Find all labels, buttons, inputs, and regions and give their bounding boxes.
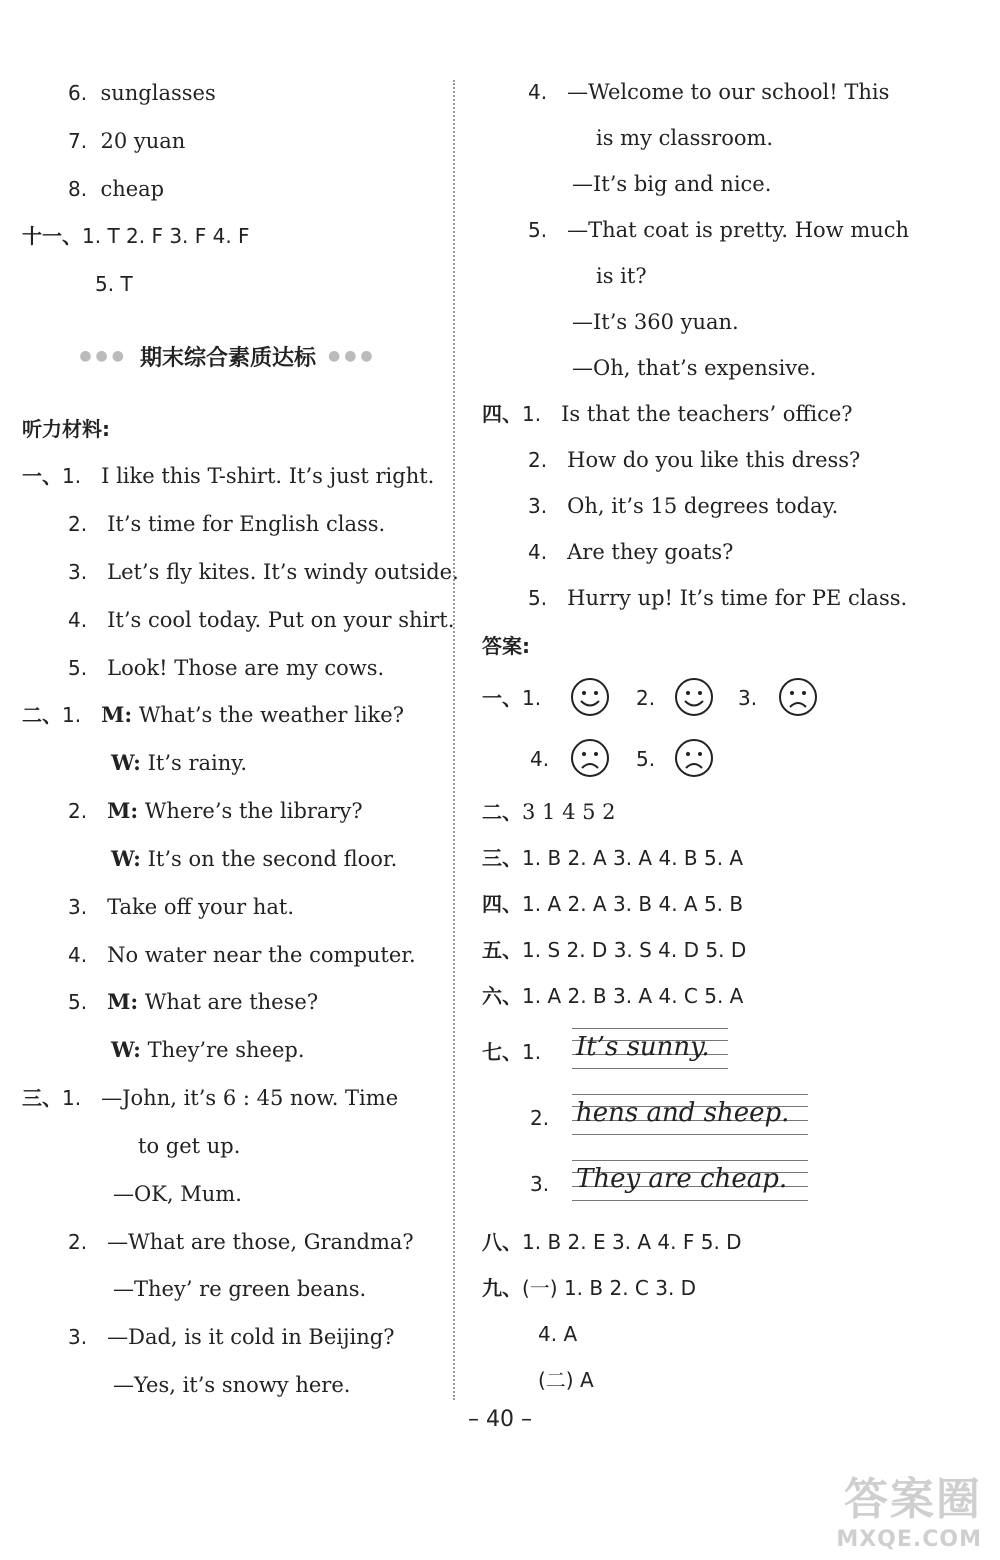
list-item: 4. Are they goats? — [528, 540, 734, 564]
list-item: 四、1. Is that the teachers’ office? — [482, 402, 853, 426]
answer-line: 5. T — [95, 272, 133, 296]
list-item: 三、1. —John, it’s 6 : 45 now. Time — [22, 1086, 399, 1110]
listening-label: 听力材料: — [22, 417, 110, 441]
list-item: —It’s big and nice. — [572, 172, 772, 196]
answer-line: 4. A — [538, 1322, 578, 1346]
answer-line: 七、1. — [482, 1040, 542, 1064]
list-item: 4. —Welcome to our school! This — [528, 80, 890, 104]
list-item: 5. Look! Those are my cows. — [68, 656, 385, 680]
list-item: 一、1. I like this T-shirt. It’s just right. — [22, 464, 435, 488]
dots-decoration: ●●● — [328, 348, 377, 364]
answer-line: 五、1. S 2. D 3. S 4. D 5. D — [482, 938, 747, 962]
list-item: 3. Let’s fly kites. It’s windy outside. — [68, 560, 459, 584]
answer-line: 7. 20 yuan — [68, 129, 186, 153]
answer-line: 二、3 1 4 5 2 — [482, 800, 616, 824]
answer-line: 4. — [530, 747, 550, 771]
list-item: 2. How do you like this dress? — [528, 448, 861, 472]
answer-line: 3. — [738, 686, 758, 710]
answer-line: 一、1. — [482, 686, 542, 710]
list-item: 4. No water near the computer. — [68, 943, 416, 967]
list-item: 3. Take off your hat. — [68, 895, 294, 919]
happy-face-icon — [674, 677, 714, 717]
answer-line: 三、1. B 2. A 3. A 4. B 5. A — [482, 846, 744, 870]
sad-face-icon — [570, 738, 610, 778]
list-item: 5. —That coat is pretty. How much — [528, 218, 910, 242]
answer-line: 3. — [530, 1172, 550, 1196]
list-item: W: They’re sheep. — [111, 1037, 305, 1062]
answer-line: 九、(一) 1. B 2. C 3. D — [482, 1276, 697, 1300]
list-item: W: It’s rainy. — [111, 750, 248, 775]
answer-line: 5. — [636, 747, 656, 771]
list-item: 2. It’s time for English class. — [68, 512, 386, 536]
list-item: 3. —Dad, is it cold in Beijing? — [68, 1325, 395, 1349]
answer-line: 6. sunglasses — [68, 81, 216, 105]
sad-face-icon — [674, 738, 714, 778]
list-item: is my classroom. — [596, 126, 774, 150]
list-item: 5. Hurry up! It’s time for PE class. — [528, 586, 908, 610]
happy-face-icon — [570, 677, 610, 717]
list-item: W: It’s on the second floor. — [111, 846, 398, 871]
answers-label: 答案: — [482, 634, 530, 658]
section-title-text: 期末综合素质达标 — [139, 345, 316, 371]
list-item: 3. Oh, it’s 15 degrees today. — [528, 494, 839, 518]
answer-line: (二) A — [538, 1368, 594, 1392]
watermark-logo: 答案圈 MXQE.COM — [836, 1474, 982, 1552]
list-item: 2. —What are those, Grandma? — [68, 1230, 414, 1254]
page-number: – 40 – — [468, 1407, 532, 1432]
handwriting-answer: hens and sheep. — [572, 1092, 808, 1136]
list-item: —Oh, that’s expensive. — [572, 356, 817, 380]
handwriting-answer: It’s sunny. — [572, 1026, 728, 1070]
list-item: —It’s 360 yuan. — [572, 310, 739, 334]
handwriting-answer: They are cheap. — [572, 1158, 808, 1202]
list-item: is it? — [596, 264, 647, 288]
list-item: —They’ re green beans. — [113, 1277, 367, 1301]
list-item: to get up. — [138, 1134, 241, 1158]
answer-line: 八、1. B 2. E 3. A 4. F 5. D — [482, 1230, 742, 1254]
list-item: —OK, Mum. — [113, 1182, 242, 1206]
column-divider — [453, 80, 455, 1400]
answer-line: 2. — [530, 1106, 550, 1130]
list-item: 2. M: Where’s the library? — [68, 798, 363, 823]
dots-decoration: ●●● — [79, 348, 128, 364]
answer-line: 十一、1. T 2. F 3. F 4. F — [22, 224, 250, 248]
answer-line: 2. — [636, 686, 656, 710]
section-title — [48, 340, 408, 372]
answer-line: 8. cheap — [68, 177, 165, 201]
answer-line: 六、1. A 2. B 3. A 4. C 5. A — [482, 984, 744, 1008]
list-item: 二、1. M: What’s the weather like? — [22, 702, 404, 727]
list-item: —Yes, it’s snowy here. — [113, 1373, 351, 1397]
list-item: 4. It’s cool today. Put on your shirt. — [68, 608, 455, 632]
answer-line: 四、1. A 2. A 3. B 4. A 5. B — [482, 892, 744, 916]
list-item: 5. M: What are these? — [68, 989, 319, 1014]
sad-face-icon — [778, 677, 818, 717]
